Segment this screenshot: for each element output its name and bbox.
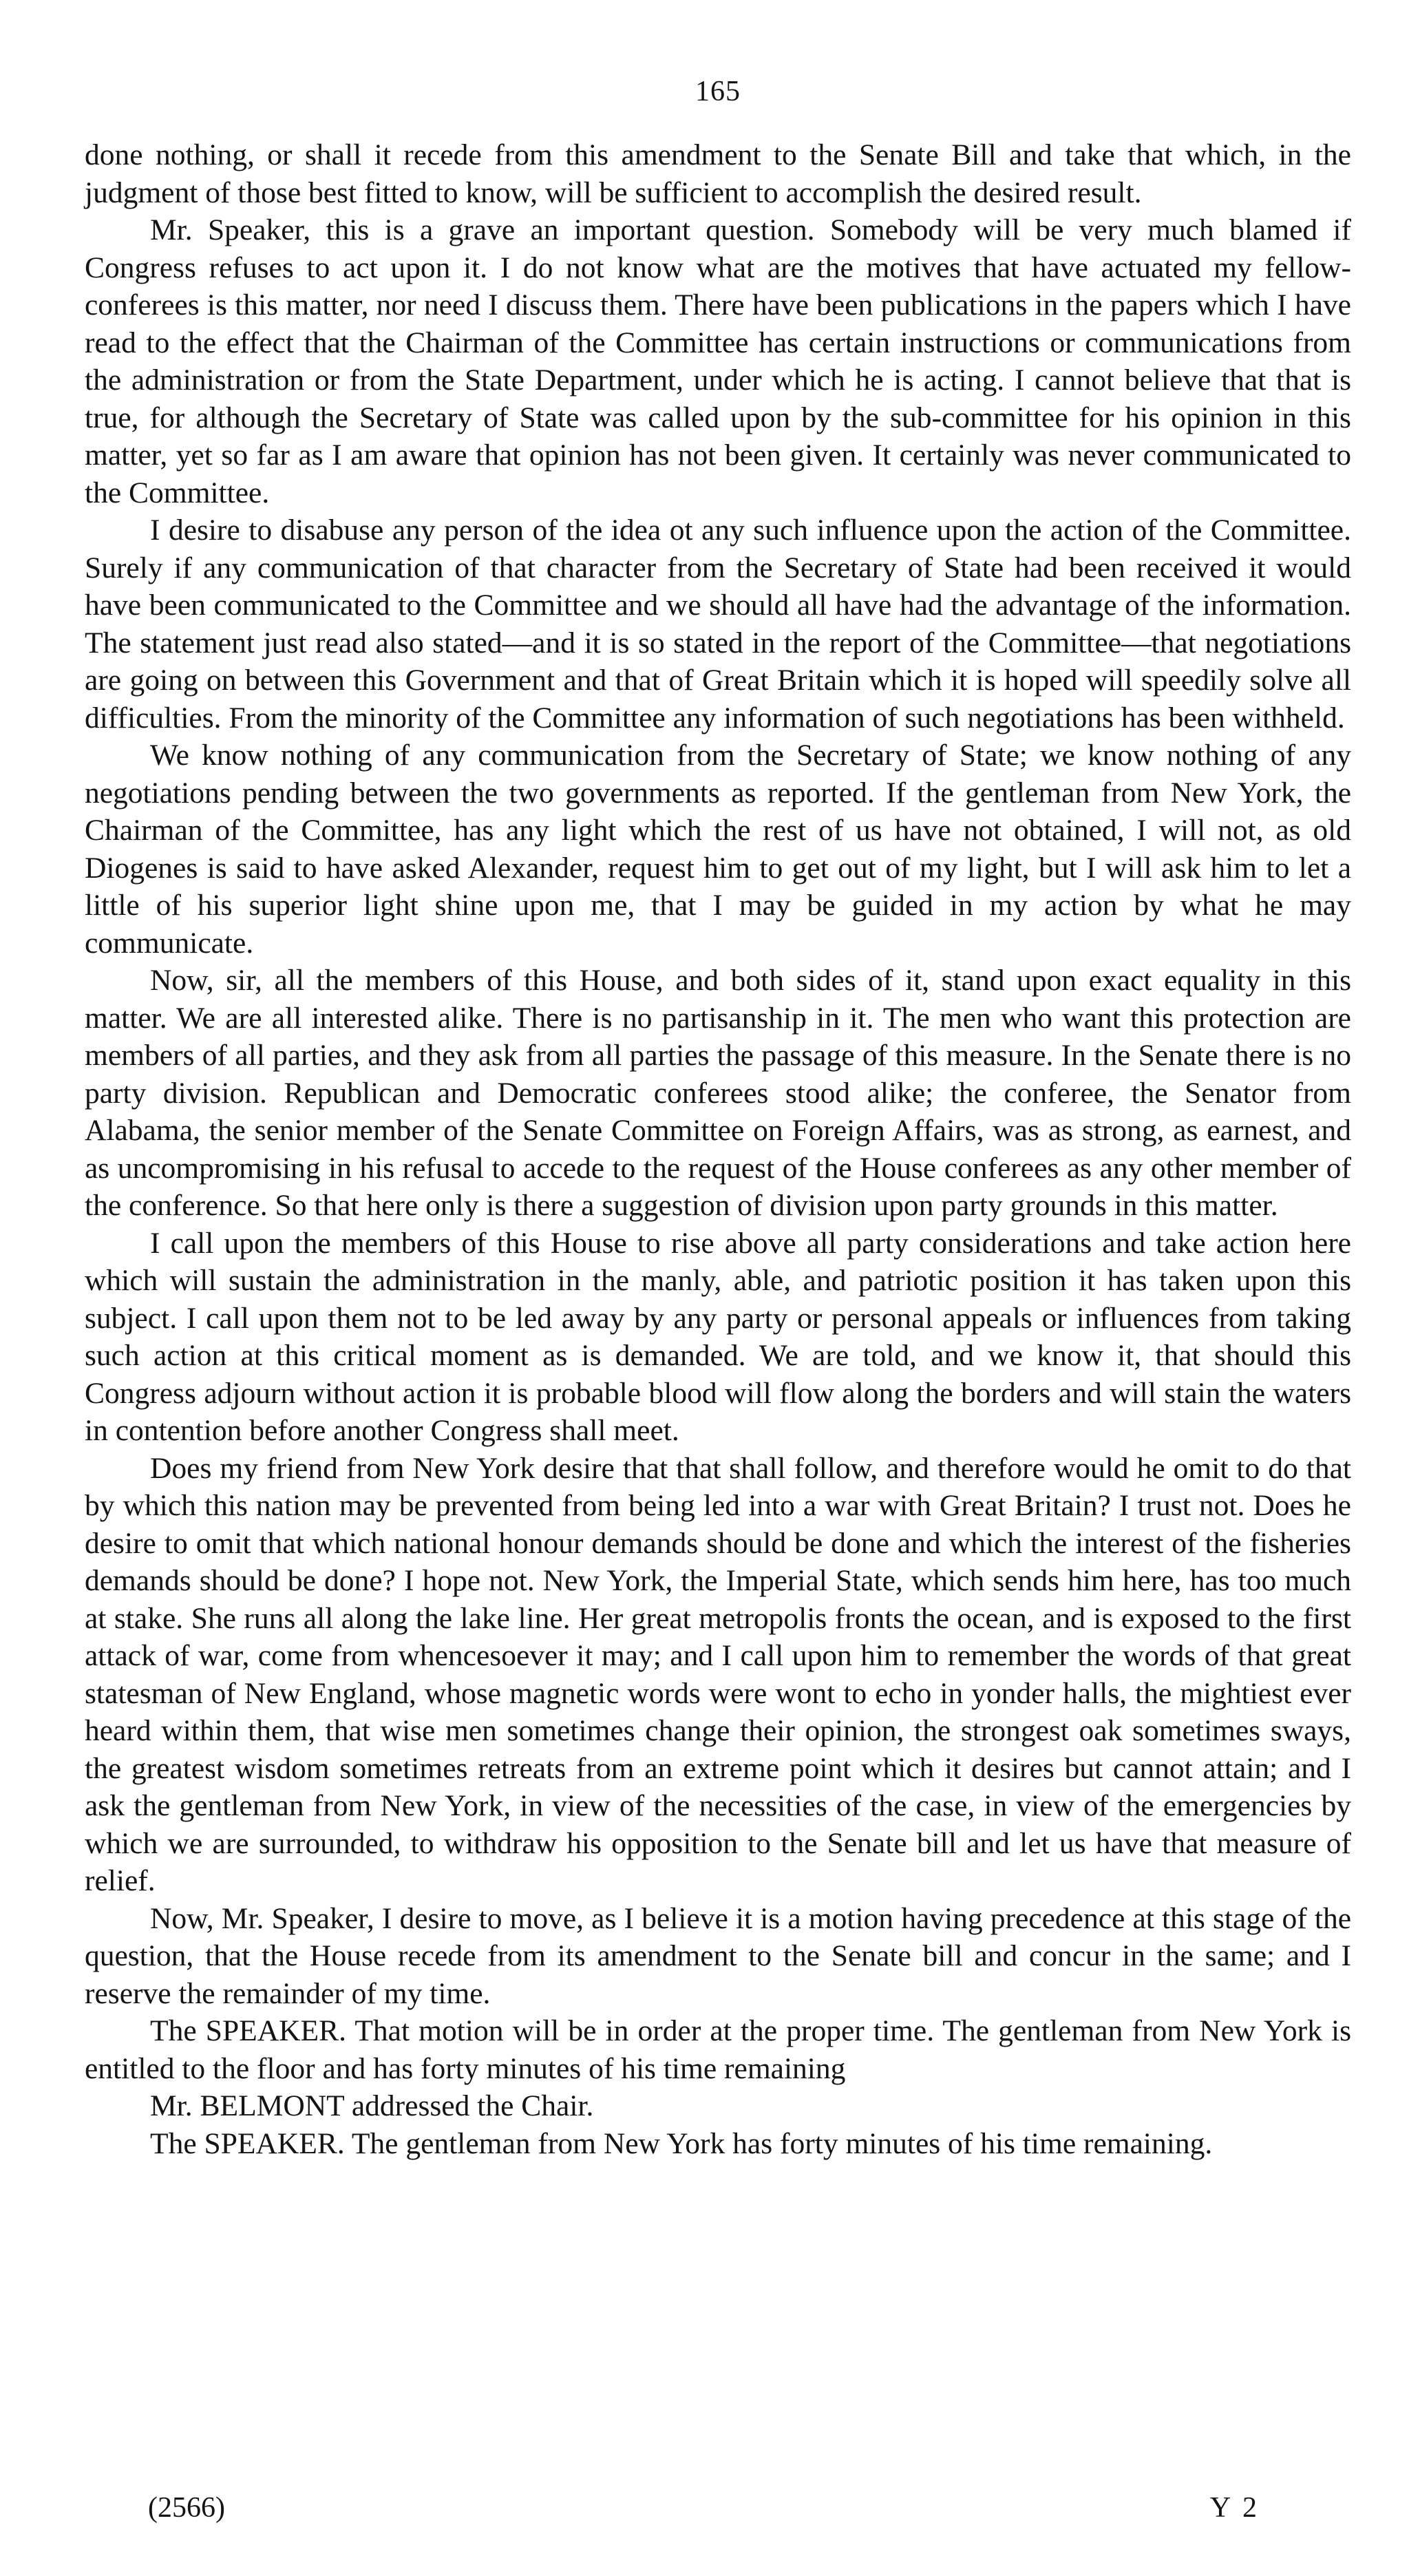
body-text xyxy=(85,136,1351,2162)
paragraph: Now, Mr. Speaker, I desire to move, as I believe it is a motion having precedence at this stage of the question, that the House recede from its amendment to the Senate bill and concur in the same; and I reserve the remainder of my time. xyxy=(85,1901,1351,2010)
paragraph: I call upon the members of this House to rise above all party considerations and take action here which will sustain the administration in the manly, able, and patriotic position it has taken upon this subject. I call upon them not to be led away by any party or personal appeals or influences from taking such action at this critical moment as is demanded. We are told, and we know it, that should this Congress adjourn without action it is probable blood will flow along the borders and will stain the waters in contention before another Congress shall meet. xyxy=(85,1226,1351,1447)
signature-mark: Y 2 xyxy=(1209,2492,1260,2524)
paragraph-continuation: done nothing, or shall it recede from this amendment to the Senate Bill and take that which, in the judgment of those best fitted to know, will be sufficient to accomplish the desired result. xyxy=(85,138,1351,209)
paragraph: Does my friend from New York desire that that shall follow, and therefore would he omit to do that by which this nation may be prevented from being led into a war with Great Britain? I trust not. Does he desire to omit that which national honour demands should be done and which the interest of the fisheries demands should be done? I hope not. New York, the Imperial State, which sends him here, has too much at stake. She runs all along the lake line. Her great metropolis fronts the ocean, and is exposed to the first attack of war, come from whencesoever it may; and I call upon him to remember the words of that great statesman of New England, whose magnetic words were wont to echo in yonder halls, the mightiest ever heard within them, that wise men sometimes change their opinion, the strongest oak sometimes sways, the greatest wisdom sometimes retreats from an extreme point which it desires but cannot attain; and I ask the gentleman from New York, in view of the necessities of the case, in view of the emergencies by which we are surrounded, to withdraw his opposition to the Senate bill and let us have that measure of relief. xyxy=(85,1451,1351,1897)
paragraph: Mr. Speaker, this is a grave an important question. Somebody will be very much blamed if Congress refuses to act upon it. I do not know what are the motives that have actuated my fellow-conferees is this matter, nor need I discuss them. There have been publications in the papers which I have read to the effect that the Chairman of the Committee has certain instructions or communications from the administration or from the State Department, under which he is acting. I cannot believe that that is true, for although the Secretary of State was called upon by the sub-committee for his opinion in this matter, yet so far as I am aware that opinion has not been given. It certainly was never communicated to the Committee. xyxy=(85,213,1351,509)
paragraph: Now, sir, all the members of this House, and both sides of it, stand upon exact equality in this matter. We are all interested alike. There is no partisanship in it. The men who want this protection are members of all parties, and they ask from all parties the passage of this measure. In the Senate there is no party division. Republican and Democratic conferees stood alike; the conferee, the Senator from Alabama, the senior member of the Senate Committee on Foreign Affairs, was as strong, as earnest, and as uncompromising in his refusal to accede to the request of the House conferees as any other member of the conference. So that here only is there a suggestion of division upon party grounds in this matter. xyxy=(85,964,1351,1222)
paragraph: Mr. BELMONT addressed the Chair. xyxy=(150,2089,594,2122)
paragraph: The SPEAKER. The gentleman from New York has forty minutes of his time remaining. xyxy=(150,2126,1213,2160)
paragraph: I desire to disabuse any person of the idea ot any such influence upon the action of the Committee. Surely if any communication of that character from the Secretary of State had been received it would have been communicated to the Committee and we should all have had the advantage of the information. The statement just read also stated—and it is so stated in the report of the Committee—that negotiations are going on between this Government and that of Great Britain which it is hoped will speedily solve all difficulties. From the minority of the Committee any information of such negotiations has been withheld. xyxy=(85,514,1351,735)
print-number: (2566) xyxy=(148,2492,225,2524)
document-page xyxy=(85,74,1351,2162)
paragraph: The SPEAKER. That motion will be in order at the proper time. The gentleman from New York is entitled to the floor and has forty minutes of his time remaining xyxy=(85,2014,1351,2085)
paragraph: We know nothing of any communication from the Secretary of State; we know nothing of any negotiations pending between the two governments as reported. If the gentleman from New York, the Chairman of the Committee, has any light which the rest of us have not obtained, I will not, as old Diogenes is said to have asked Alexander, request him to get out of my light, but I will ask him to let a little of his superior light shine upon me, that I may be guided in my action by what he may communicate. xyxy=(85,739,1351,960)
page-number: 165 xyxy=(695,76,741,107)
